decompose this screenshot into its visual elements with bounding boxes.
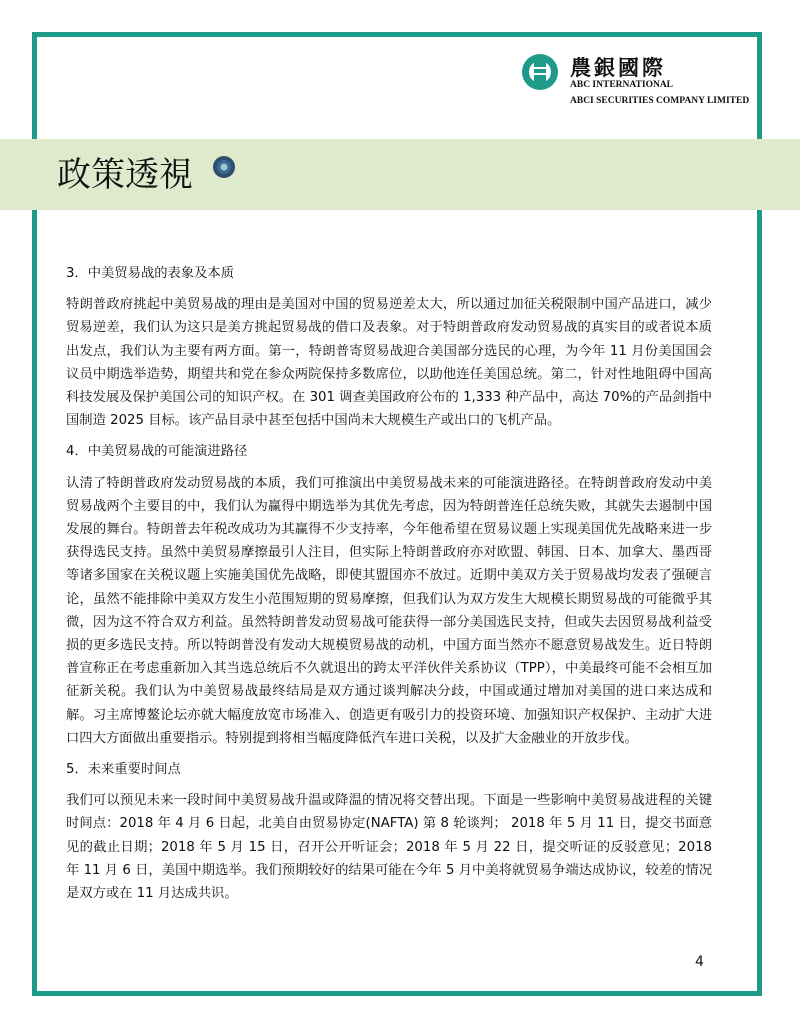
- section-paragraph: 特朗普政府挑起中美贸易战的理由是美国对中国的贸易逆差太大，所以通过加征关税限制中国产品进口，减少贸易逆差，我们认为这只是美方挑起贸易战的借口及表象。对于特朗普政府发动贸易战的真实目的或者说本质出发点，我们认为主要有两方面。第一，特朗普寄贸易战迎合美国部分选民的心理，为今年 11 月份美国国会议员中期选举造势，期望共和党在参众两院保持多数席位，以助他连任美国总统。第二，针对性地阻碍中国高科技发展及保护美国公司的知识产权。在 301 调查美国政府公布的 1,333 种产品中，高达 70%的产品剑指中国制造 2025 目标。该产品目录中甚至包括中国尚未大规模生产或出口的飞机产品。: [66, 297, 713, 429]
- page-number: 4: [695, 954, 704, 970]
- section-heading: 4．中美贸易战的可能演进路径: [66, 444, 248, 460]
- section-4: [66, 440, 712, 750]
- section-5: [66, 758, 712, 905]
- target-dot-icon: [212, 155, 236, 179]
- company-logo: [520, 50, 770, 110]
- section-heading: 5．未来重要时间点: [66, 762, 181, 778]
- section-paragraph: 我们可以预见未来一段时间中美贸易战升温或降温的情况将交替出现。下面是一些影响中美贸易战进程的关键时间点：2018 年 4 月 6 日起，北美自由贸易协定(NAFTA) 第 8 轮谈判； 2018 年 5 月 11 日，提交书面意见的截止日期；2018 年 5 月 15 日，召开公开听证会；2018 年 5 月 22 日，提交听证的反驳意见；2018 年 11 月 6 日，美国中期选举。我们预期较好的结果可能在今年 5 月中美将就贸易争端达成协议，较差的情况是双方或在 11 月达成共识。: [66, 793, 712, 902]
- brand-name-english: ABC INTERNATIONAL: [570, 80, 674, 90]
- brand-subsidiary-name: ABCI SECURITIES COMPANY LIMITED: [570, 96, 750, 106]
- article-body: [66, 262, 712, 913]
- section-3: [66, 262, 712, 432]
- abc-emblem-icon: [520, 52, 560, 92]
- section-title: 政策透視: [57, 155, 193, 195]
- section-heading: 3．中美贸易战的表象及本质: [66, 266, 235, 281]
- section-paragraph: 认清了特朗普政府发动贸易战的本质，我们可推演出中美贸易战未来的可能演进路径。在特朗普政府发动中美贸易战两个主要目的中，我们认为赢得中期选举为其优先考虑，因为特朗普连任总统失败，其就失去遏制中国发展的舞台。特朗普去年税改成功为其赢得不少支持率，今年他希望在贸易议题上实现美国优先战略来进一步获得选民支持。虽然中美贸易摩擦最引人注目，但实际上特朗普政府亦对欧盟、韩国、日本、加拿大、墨西哥等诸多国家在关税议题上实施美国优先战略，即使其盟国亦不放过。近期中美双方关于贸易战均发表了强硬言论，虽然不能排除中美双方发生小范围短期的贸易摩擦，但我们认为双方发生大规模长期贸易战的可能微乎其微，因为这不符合双方利益。虽然特朗普发动贸易战可能获得一部分美国选民支持，但或失去因贸易战利益受损的更多选民支持。所以特朗普没有发动大规模贸易战的动机，中国方面当然亦不愿意贸易战发生。近日特朗普宣称正在考虑重新加入其当选总统后不久就退出的跨太平洋伙伴关系协议（TPP），中美最终可能不会相互加征新关税。我们认为中美贸易战最终结局是双方通过谈判解决分歧，中国或通过增加对美国的进口来达成和解。习主席博鳌论坛亦就大幅度放宽市场准入、创造更有吸引力的投资环境、加强知识产权保护、主动扩大进口四大方面做出重要指示。特别提到将相当幅度降低汽车进口关税，以及扩大金融业的开放步伐。: [66, 475, 712, 746]
- brand-name-chinese: 農銀國際: [570, 55, 666, 80]
